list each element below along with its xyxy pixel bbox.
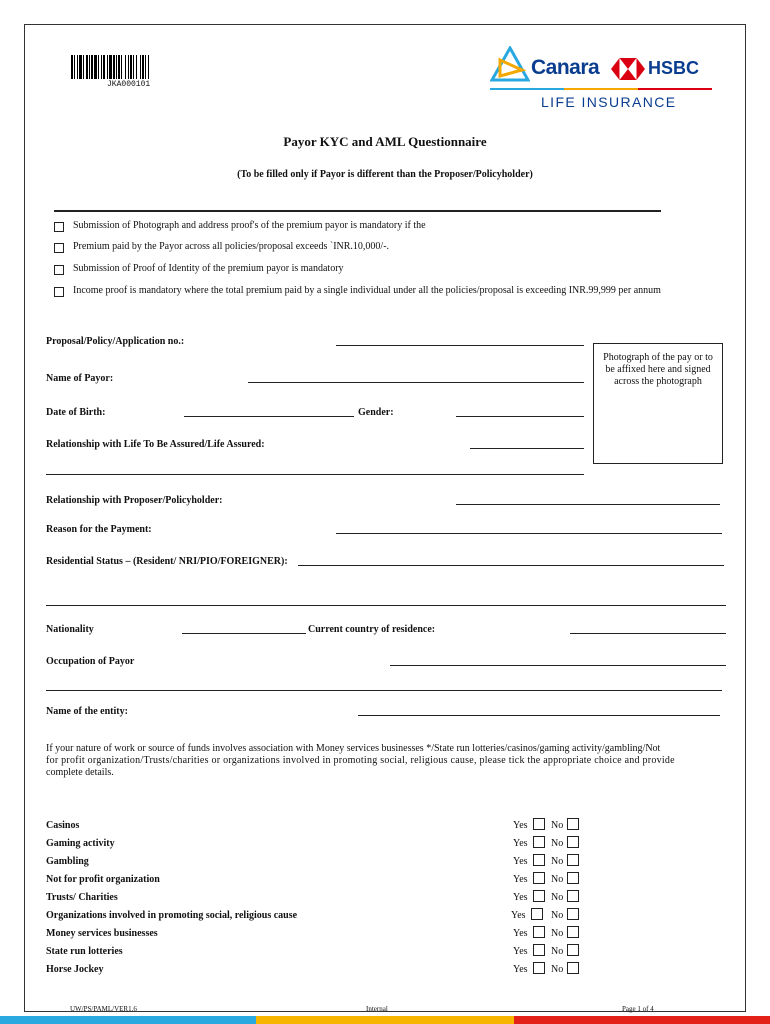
checklist-item: Submission of Photograph and address proof's of the premium payor is mandatory if the bbox=[73, 220, 426, 231]
activity-label: Trusts/ Charities bbox=[46, 892, 118, 903]
no-checkbox[interactable] bbox=[567, 926, 579, 938]
barcode-number: JKA000101 bbox=[107, 80, 151, 89]
checkbox[interactable] bbox=[54, 243, 64, 253]
residential-status-label: Residential Status – (Resident/ NRI/PIO/FOREIGNER): bbox=[46, 556, 288, 567]
hsbc-hexagon-icon bbox=[611, 58, 645, 80]
yes-checkbox[interactable] bbox=[533, 890, 545, 902]
no-label: No bbox=[551, 946, 564, 957]
relationship-la-field-line2[interactable] bbox=[46, 474, 584, 475]
checkbox[interactable] bbox=[54, 287, 64, 297]
canara-triangle-icon bbox=[490, 46, 530, 84]
relationship-la-field[interactable] bbox=[470, 448, 584, 449]
dob-field[interactable] bbox=[184, 416, 354, 417]
yes-label: Yes bbox=[513, 820, 528, 831]
logo-canara-text: Canara bbox=[531, 56, 600, 79]
occupation-field[interactable] bbox=[390, 665, 726, 666]
yes-label: Yes bbox=[513, 856, 528, 867]
no-label: No bbox=[551, 928, 564, 939]
residential-status-field[interactable] bbox=[298, 565, 724, 566]
yes-checkbox[interactable] bbox=[533, 872, 545, 884]
relationship-la-label: Relationship with Life To Be Assured/Life Assured: bbox=[46, 439, 265, 450]
page-title: Payor KYC and AML Questionnaire bbox=[283, 134, 487, 149]
activity-label: Horse Jockey bbox=[46, 964, 104, 975]
yes-label: Yes bbox=[513, 964, 528, 975]
no-checkbox[interactable] bbox=[567, 944, 579, 956]
yes-label: Yes bbox=[513, 892, 528, 903]
activity-label: Money services businesses bbox=[46, 928, 158, 939]
current-country-field[interactable] bbox=[570, 633, 726, 634]
yes-label: Yes bbox=[513, 874, 528, 885]
no-checkbox[interactable] bbox=[567, 908, 579, 920]
yes-label: Yes bbox=[513, 946, 528, 957]
activity-label: State run lotteries bbox=[46, 946, 123, 957]
occupation-field-line2[interactable] bbox=[46, 690, 722, 691]
footer-form-code: UW/PS/PAML/VER1.6 bbox=[70, 1005, 137, 1013]
yes-checkbox[interactable] bbox=[533, 854, 545, 866]
no-checkbox[interactable] bbox=[567, 854, 579, 866]
yes-label: Yes bbox=[513, 928, 528, 939]
page-subtitle: (To be filled only if Payor is different than the Proposer/Policyholder) bbox=[237, 169, 533, 180]
reason-label: Reason for the Payment: bbox=[46, 524, 152, 535]
footer-page-number: Page 1 of 4 bbox=[622, 1005, 654, 1013]
no-checkbox[interactable] bbox=[567, 890, 579, 902]
no-label: No bbox=[551, 892, 564, 903]
activity-label: Casinos bbox=[46, 820, 80, 831]
activity-label: Gambling bbox=[46, 856, 89, 867]
proposal-no-field[interactable] bbox=[336, 345, 584, 346]
yes-checkbox[interactable] bbox=[533, 944, 545, 956]
reason-field[interactable] bbox=[336, 533, 722, 534]
section-rule bbox=[54, 210, 661, 212]
yes-checkbox[interactable] bbox=[531, 908, 543, 920]
activity-label: Organizations involved in promoting social, religious cause bbox=[46, 910, 298, 921]
yes-checkbox[interactable] bbox=[533, 926, 545, 938]
barcode bbox=[71, 55, 183, 79]
logo-tagline: LIFE INSURANCE bbox=[541, 94, 677, 110]
checklist-item: Submission of Proof of Identity of the premium payor is mandatory bbox=[73, 263, 344, 274]
checkbox[interactable] bbox=[54, 265, 64, 275]
entity-name-field[interactable] bbox=[358, 715, 720, 716]
payor-name-label: Name of Payor: bbox=[46, 373, 114, 384]
no-checkbox[interactable] bbox=[567, 836, 579, 848]
photo-box[interactable] bbox=[593, 343, 723, 464]
no-label: No bbox=[551, 856, 564, 867]
footer-color-bar bbox=[0, 1016, 770, 1024]
no-label: No bbox=[551, 820, 564, 831]
no-label: No bbox=[551, 910, 564, 921]
nationality-label: Nationality bbox=[46, 624, 94, 635]
no-label: No bbox=[551, 964, 564, 975]
checklist-item: Income proof is mandatory where the total premium paid by a single individual under all the policies/proposal is exceeding INR.99,999 per annum bbox=[73, 285, 661, 296]
proposal-no-label: Proposal/Policy/Application no.: bbox=[46, 336, 185, 347]
payor-name-field[interactable] bbox=[248, 382, 584, 383]
yes-checkbox[interactable] bbox=[533, 818, 545, 830]
nationality-field[interactable] bbox=[182, 633, 306, 634]
checklist-item: Premium paid by the Payor across all policies/proposal exceeds `INR.10,000/-. bbox=[73, 241, 390, 252]
yes-label: Yes bbox=[513, 838, 528, 849]
no-label: No bbox=[551, 874, 564, 885]
nature-paragraph-line2: for profit organization/Trusts/charities or organizations involved in promoting social, religious cause, please tick the appropriate choice and provide bbox=[46, 755, 675, 766]
gender-label: Gender: bbox=[358, 407, 394, 418]
no-checkbox[interactable] bbox=[567, 818, 579, 830]
yes-label: Yes bbox=[511, 910, 526, 921]
activity-label: Gaming activity bbox=[46, 838, 115, 849]
residential-status-field-line2[interactable] bbox=[46, 605, 726, 606]
photo-box-text: Photograph of the pay or to be affixed here and signed across the photograph bbox=[603, 352, 713, 387]
entity-name-label: Name of the entity: bbox=[46, 706, 128, 717]
yes-checkbox[interactable] bbox=[533, 962, 545, 974]
no-checkbox[interactable] bbox=[567, 872, 579, 884]
nature-paragraph-line3: complete details. bbox=[46, 767, 114, 778]
no-label: No bbox=[551, 838, 564, 849]
logo-hsbc-text: HSBC bbox=[648, 58, 700, 78]
dob-label: Date of Birth: bbox=[46, 407, 106, 418]
gender-field[interactable] bbox=[456, 416, 584, 417]
current-country-label: Current country of residence: bbox=[308, 624, 436, 635]
relationship-proposer-field[interactable] bbox=[456, 504, 720, 505]
logo-divider bbox=[490, 88, 712, 90]
footer-classification: Internal bbox=[366, 1005, 388, 1013]
company-logo bbox=[490, 46, 720, 116]
occupation-label: Occupation of Payor bbox=[46, 656, 135, 667]
yes-checkbox[interactable] bbox=[533, 836, 545, 848]
relationship-proposer-label: Relationship with Proposer/Policyholder: bbox=[46, 495, 223, 506]
no-checkbox[interactable] bbox=[567, 962, 579, 974]
checkbox[interactable] bbox=[54, 222, 64, 232]
nature-paragraph-line1: If your nature of work or source of funds involves association with Money services businesses */State run lotteries/casinos/gaming activity/gambling/Not bbox=[46, 743, 661, 754]
activity-label: Not for profit organization bbox=[46, 874, 160, 885]
